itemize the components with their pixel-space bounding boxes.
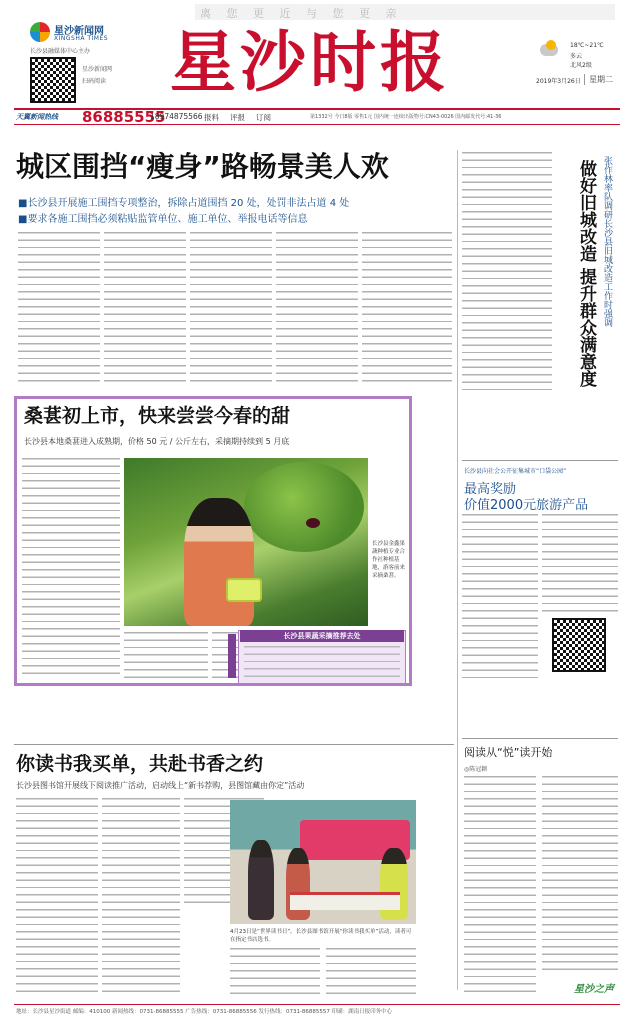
book-table: [290, 892, 400, 910]
lead-body-col-5: [362, 232, 452, 384]
masthead-title: 星沙时报: [170, 23, 450, 101]
weather-wind: 北风2级: [570, 62, 592, 69]
right-headline-1: 最高奖励: [464, 482, 517, 497]
link-review[interactable]: 评报: [230, 113, 245, 122]
lead-body-col-1: [18, 232, 100, 384]
reading-headline: 你读书我买单，共赴书香之约: [16, 753, 264, 775]
feature-body-col-2: [124, 632, 208, 682]
leaf-cluster: [244, 462, 364, 552]
qr-caption-2: 扫码阅读: [82, 78, 107, 85]
hotline-number[interactable]: 86885555: [82, 108, 166, 126]
reading-caption: 4月23日是“世界读书日”。长沙县图书馆开展“你读书我买单”活动，读者可在指定书店选书。: [230, 929, 412, 943]
feature-body-col-1: [22, 458, 120, 680]
column-title: 阅读从“悦”读开始: [464, 746, 553, 759]
photo-caption: 长沙县金鑫果蔬种植专业合作社种植基地，游客前来采摘桑葚。: [372, 541, 406, 579]
lead-sub-1: ■长沙县开展施工围挡专项整治，拆除占道围挡 20 处，处罚非法占道 4 处: [18, 198, 350, 209]
lead-body-col-3: [190, 232, 272, 384]
column-body-col-1: [464, 776, 536, 996]
reading-photo[interactable]: [230, 800, 416, 924]
weekday: 星期二: [584, 74, 613, 85]
woman-figure: [184, 498, 254, 626]
reading-subhead: 长沙县图书馆开展线下阅读推广活动，启动线上“新书荐购，县图馆藏由你定”活动: [16, 781, 305, 790]
right-column-divider: [457, 150, 458, 990]
box-tag: [228, 634, 236, 678]
qr-caption: 星沙新闻网: [82, 66, 113, 73]
lead-body-col-4: [276, 232, 358, 384]
brand-name: 星沙新闻网: [54, 26, 104, 37]
brand-url: XINGSHA TIMES: [54, 35, 109, 42]
feature-subhead: 长沙县本地桑葚进入成熟期，价格 50 元 / 公斤左右，采摘期持续到 5 月底: [24, 437, 290, 446]
right-story-rule: [462, 460, 618, 461]
link-subscribe[interactable]: 订阅: [256, 113, 271, 122]
column-rule: [462, 738, 618, 739]
right-body-col-2: [542, 514, 618, 614]
section-rule: [14, 744, 454, 745]
side-body: [462, 152, 552, 392]
lead-headline: 城区围挡“瘦身”路畅景美人欢: [16, 150, 389, 183]
parks-qr-code[interactable]: [552, 618, 606, 672]
basket: [226, 578, 262, 602]
weather-desc: 多云: [570, 53, 583, 60]
column-logo: 星沙之声: [574, 984, 614, 995]
berries: [306, 518, 320, 528]
recommend-body: [244, 646, 400, 680]
slogan: 离 您 更 近 与 您 更 亲: [200, 7, 403, 20]
side-kicker: 张作林率队调研长沙县旧城改造工作时强调: [602, 156, 612, 327]
weather-temp: 18℃~21℃: [570, 42, 604, 49]
reading-body-col-2: [102, 798, 180, 998]
sun-icon: [546, 40, 556, 50]
column-body-col-2: [542, 776, 618, 972]
lead-body-col-2: [104, 232, 186, 384]
right-kicker: 长沙县向社会公开征集城市“口袋公园”: [464, 468, 567, 475]
date-line: 2019年3月26日: [536, 78, 581, 85]
right-body-col-1: [462, 514, 538, 684]
side-headline: 做好旧城改造 提升群众满意度: [576, 160, 596, 387]
reading-body-col-4: [230, 948, 320, 1000]
reading-body-col-5: [326, 948, 416, 1000]
issue-info: 第1332号 今日8版 零售1元 国内统一连续出版物号:CN43-0026 国内邮发代号:41-36: [310, 114, 502, 120]
footer-text: 地址：长沙县星沙街道 邮编：410100 新闻热线：0731-86885555 广告热线：0731-86885556 发行热线：0731-86885557 印刷：湖南日报印务中心: [16, 1009, 393, 1015]
brand-logo: [30, 22, 50, 42]
lead-sub-2: ■要求各施工围挡必须粘贴监管单位、施工单位、举报电话等信息: [18, 214, 308, 225]
hotline-label: 天翼新闻热线: [16, 113, 58, 121]
hotline-phone[interactable]: 18974875566: [150, 112, 203, 121]
column-author: ◎陈冠颖: [464, 766, 488, 773]
reading-body-col-1: [16, 798, 98, 998]
qr-code[interactable]: [30, 57, 76, 103]
recommend-title: 长沙县果蔬采摘推荐去处: [240, 630, 404, 642]
mulberry-photo[interactable]: [124, 458, 368, 626]
feature-headline: 桑葚初上市，快来尝尝今春的甜: [24, 405, 291, 427]
link-report[interactable]: 报料: [204, 113, 219, 122]
person-1: [248, 840, 274, 920]
right-headline-2: 价值2000元旅游产品: [464, 498, 589, 513]
brand-sub: 长沙县融媒体中心主办: [30, 48, 91, 55]
